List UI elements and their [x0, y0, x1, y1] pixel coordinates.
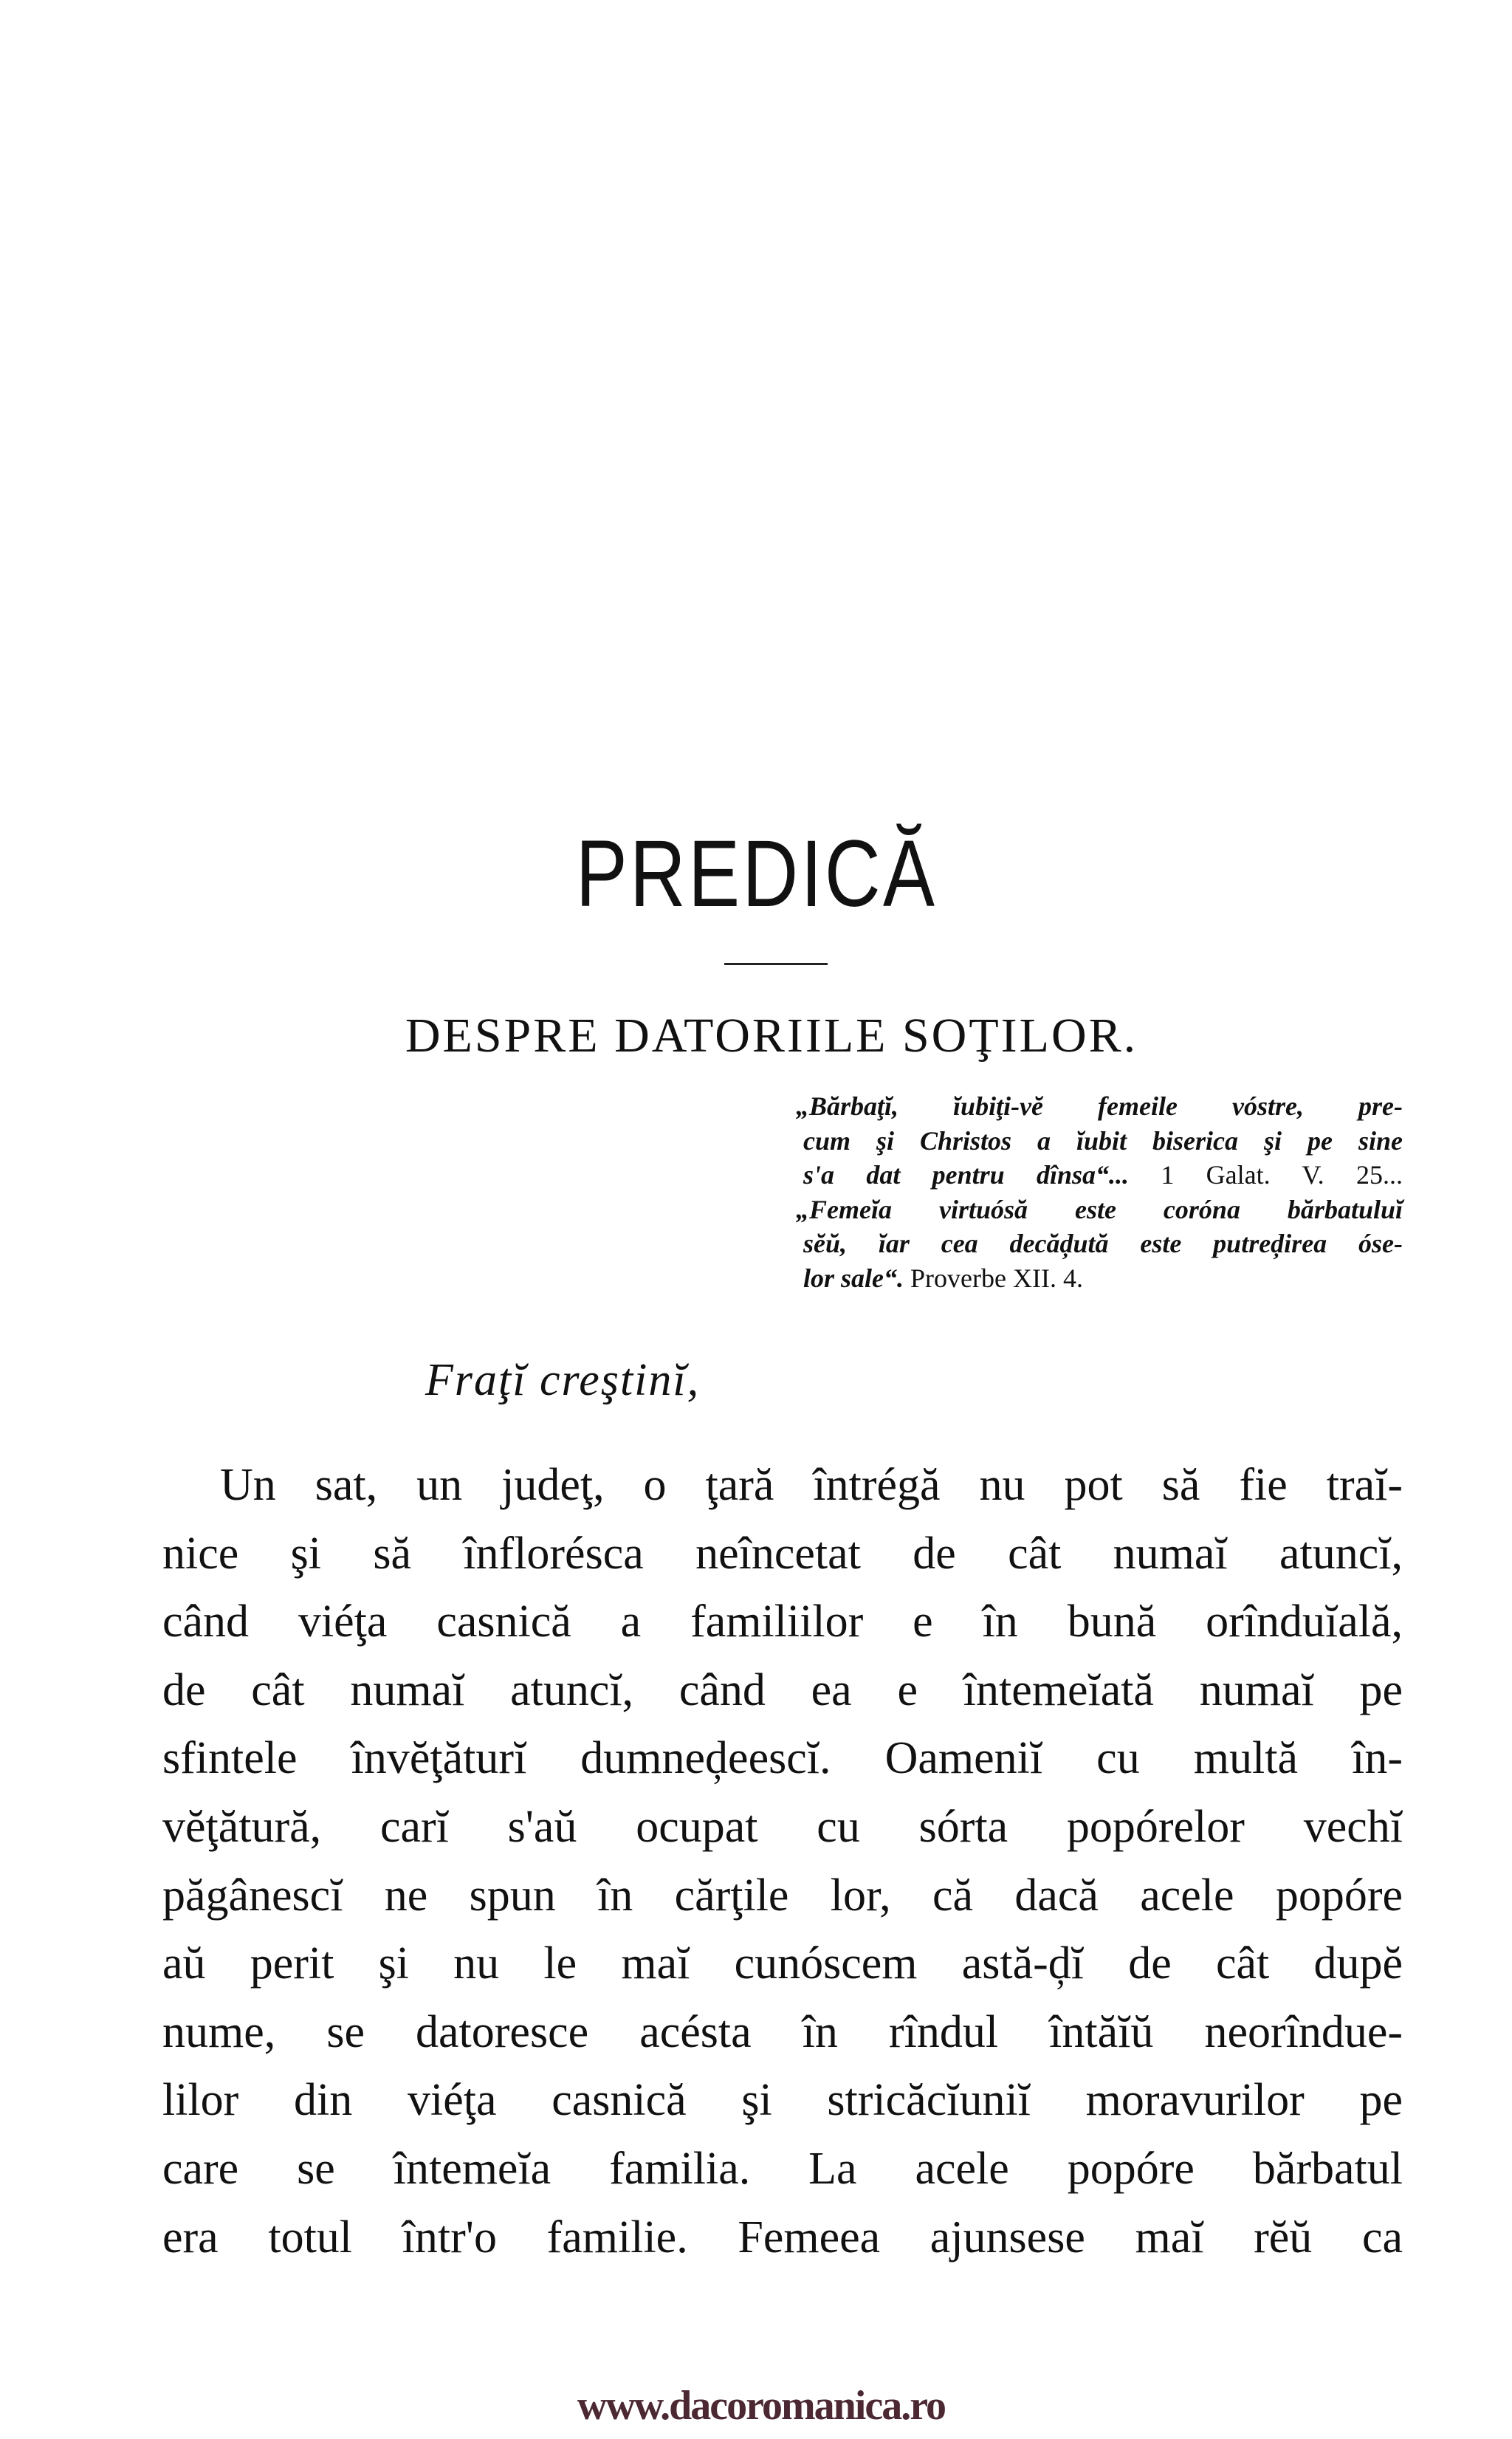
subtitle: DESPRE DATORIILE SOŢILOR. [405, 1009, 1138, 1063]
body-text [162, 1451, 1403, 2271]
salutation: Fraţĭ creştinĭ, [425, 1355, 701, 1405]
epigraph-line [803, 1124, 1403, 1159]
body-line: lilor din viéţa casnică şi stricăcĭuniĭ moravurilor pe [162, 2075, 1403, 2126]
body-line: nume, se datoresce acésta în rîndul întăĭŭ neorîndue- [162, 2006, 1403, 2057]
body-line: vĕţătură, carĭ s'aŭ ocupat cu sórta popórelor vechĭ [162, 1801, 1403, 1852]
body-line: nice şi să înflorésca neîncetat de cât numaĭ atuncĭ, [162, 1528, 1403, 1579]
epigraph-reference: Proverbe XII. 4. [904, 1263, 1083, 1293]
epigraph-quote: „Bărbaţĭ, ĭubiţi-vĕ femeile vóstre, pre- [796, 1091, 1403, 1121]
epigraph-line [796, 1089, 1403, 1124]
epigraph-line [796, 1193, 1403, 1227]
body-line: sfintele învĕţăturĭ dumneḑeescĭ. Oameniĭ cu multă în- [162, 1733, 1403, 1784]
title-divider [724, 963, 828, 965]
epigraph-quote: cum şi Christos a ĭubit biserica şi pe sine [803, 1125, 1403, 1156]
body-line: care se întemeĭa familia. La acele popóre bărbatul [162, 2143, 1403, 2194]
epigraph-line [803, 1158, 1403, 1193]
epigraph-quote: „Femeĭa virtuósă este coróna bărbatuluĭ [796, 1194, 1403, 1224]
epigraph-quote: lor sale“. [803, 1263, 904, 1293]
body-line: de cât numaĭ atuncĭ, când ea e întemeĭată numaĭ pe [162, 1664, 1403, 1715]
body-line: aŭ perit şi nu le maĭ cunóscem astă-ḑĭ de cât dupĕ [162, 1938, 1403, 1989]
watermark-link[interactable]: www.dacoromanica.ro [577, 2383, 946, 2429]
epigraph-reference: 1 Galat. V. 25... [1129, 1160, 1403, 1190]
body-line: Un sat, un judeţ, o ţară întrégă nu pot să fie traĭ- [220, 1460, 1403, 1510]
body-line: când viéţa casnică a familiilor e în bună orînduĭală, [162, 1596, 1403, 1647]
page-title [0, 821, 1512, 927]
epigraph-line [803, 1227, 1403, 1261]
epigraph-quote: sĕŭ, ĭar cea decăḑută este putreḑirea óse- [803, 1229, 1403, 1258]
title-text: PREDICĂ [575, 821, 937, 927]
body-line: era totul într'o familie. Femeea ajunsese maĭ rĕŭ ca [162, 2212, 1403, 2263]
epigraph-line [803, 1261, 1403, 1296]
epigraph-quote: s'a dat pentru dînsa“... [803, 1160, 1130, 1190]
epigraph [796, 1089, 1403, 1295]
body-line: păgânescĭ ne spun în cărţile lor, că dacă acele popóre [162, 1870, 1403, 1921]
